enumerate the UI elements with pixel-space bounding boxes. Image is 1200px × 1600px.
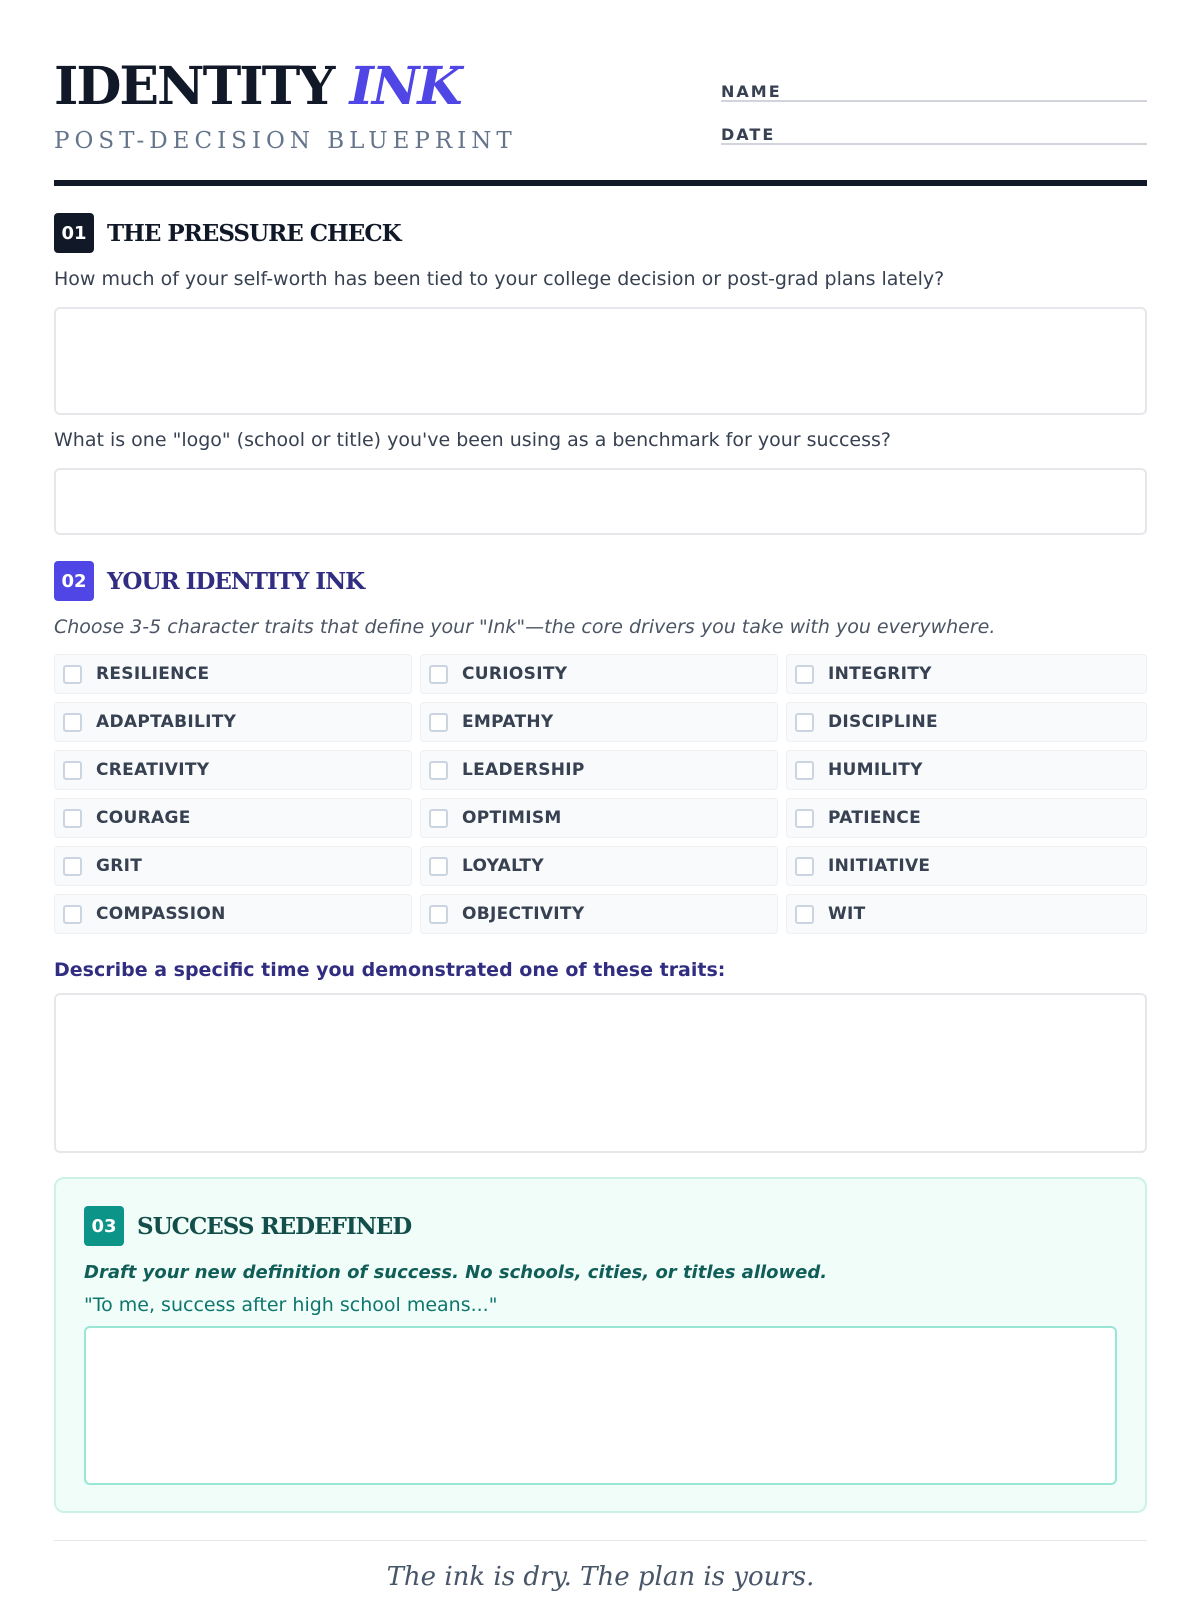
trait-label: OPTIMISM	[462, 808, 562, 828]
trait-option[interactable]	[786, 894, 1147, 934]
trait-label: ADAPTABILITY	[96, 712, 237, 732]
checkbox[interactable]	[429, 905, 448, 924]
checkbox[interactable]	[429, 761, 448, 780]
section-title: THE PRESSURE CHECK	[107, 219, 401, 247]
checkbox[interactable]	[429, 665, 448, 684]
trait-option[interactable]	[420, 654, 778, 694]
section-number-badge: 01	[54, 213, 94, 253]
worksheet-page	[54, 0, 1147, 1592]
checkbox[interactable]	[795, 809, 814, 828]
trait-label: PATIENCE	[828, 808, 921, 828]
trait-option[interactable]	[420, 798, 778, 838]
success-instruction: Draft your new definition of success. No schools, cities, or titles allowed.	[84, 1262, 828, 1283]
answer-box-benchmark[interactable]	[54, 468, 1147, 535]
section-title: YOUR IDENTITY INK	[107, 567, 365, 595]
brand-main: IDENTITY	[54, 56, 334, 117]
footer-tagline: The ink is dry. The plan is yours.	[386, 1562, 815, 1592]
header	[54, 0, 1147, 186]
trait-option[interactable]	[54, 894, 412, 934]
trait-option[interactable]	[786, 702, 1147, 742]
checkbox[interactable]	[795, 761, 814, 780]
trait-label: CURIOSITY	[462, 664, 568, 684]
checkbox[interactable]	[63, 857, 82, 876]
trait-label: OBJECTIVITY	[462, 904, 585, 924]
checkbox[interactable]	[63, 809, 82, 828]
section-number-badge: 03	[84, 1206, 124, 1246]
trait-option[interactable]	[420, 846, 778, 886]
subtitle: POST-DECISION BLUEPRINT	[54, 128, 517, 154]
trait-option[interactable]	[786, 654, 1147, 694]
success-redefined-panel	[54, 1177, 1147, 1513]
brand-title	[54, 58, 461, 115]
checkbox[interactable]	[795, 665, 814, 684]
question-self-worth: How much of your self-worth has been tied to your college decision or post-grad plans lately?	[54, 268, 945, 290]
trait-option[interactable]	[54, 750, 412, 790]
checkbox[interactable]	[63, 665, 82, 684]
trait-option[interactable]	[54, 702, 412, 742]
trait-option[interactable]	[420, 750, 778, 790]
checkbox[interactable]	[63, 761, 82, 780]
trait-option[interactable]	[54, 798, 412, 838]
brand-accent: INK	[349, 56, 461, 117]
section-heading-identity-ink	[54, 561, 364, 601]
trait-option[interactable]	[786, 798, 1147, 838]
section-number-badge: 02	[54, 561, 94, 601]
checkbox[interactable]	[795, 905, 814, 924]
question-benchmark: What is one "logo" (school or title) you've been using as a benchmark for your success?	[54, 429, 891, 451]
success-prompt: "To me, success after high school means..."	[84, 1294, 498, 1316]
traits-grid	[54, 654, 1147, 934]
trait-label: WIT	[828, 904, 866, 924]
answer-box-success-definition[interactable]	[84, 1326, 1117, 1485]
checkbox[interactable]	[795, 857, 814, 876]
trait-label: INITIATIVE	[828, 856, 931, 876]
answer-box-self-worth[interactable]	[54, 307, 1147, 415]
checkbox[interactable]	[63, 905, 82, 924]
name-field[interactable]: NAME	[721, 82, 1147, 102]
trait-label: DISCIPLINE	[828, 712, 938, 732]
trait-option[interactable]	[786, 846, 1147, 886]
footer-divider	[54, 1540, 1147, 1541]
trait-label: LEADERSHIP	[462, 760, 585, 780]
trait-label: RESILIENCE	[96, 664, 210, 684]
trait-option[interactable]	[786, 750, 1147, 790]
trait-label: COMPASSION	[96, 904, 226, 924]
trait-option[interactable]	[420, 702, 778, 742]
trait-label: EMPATHY	[462, 712, 554, 732]
trait-label: COURAGE	[96, 808, 191, 828]
trait-label: LOYALTY	[462, 856, 544, 876]
traits-instruction: Choose 3-5 character traits that define your "Ink"—the core drivers you take with you everywhere.	[54, 616, 996, 638]
trait-label: CREATIVITY	[96, 760, 210, 780]
trait-label: HUMILITY	[828, 760, 923, 780]
section-heading-success-redefined	[84, 1206, 411, 1246]
trait-option[interactable]	[54, 846, 412, 886]
trait-option[interactable]	[54, 654, 412, 694]
date-field[interactable]: DATE	[721, 125, 1147, 145]
answer-box-trait-story[interactable]	[54, 993, 1147, 1153]
checkbox[interactable]	[63, 713, 82, 732]
describe-trait-prompt: Describe a specific time you demonstrated one of these traits:	[54, 959, 726, 981]
section-title: SUCCESS REDEFINED	[137, 1212, 412, 1240]
checkbox[interactable]	[429, 809, 448, 828]
trait-label: GRIT	[96, 856, 143, 876]
checkbox[interactable]	[429, 713, 448, 732]
trait-label: INTEGRITY	[828, 664, 932, 684]
checkbox[interactable]	[429, 857, 448, 876]
section-heading-pressure-check	[54, 213, 401, 253]
checkbox[interactable]	[795, 713, 814, 732]
header-divider	[54, 180, 1147, 186]
trait-option[interactable]	[420, 894, 778, 934]
